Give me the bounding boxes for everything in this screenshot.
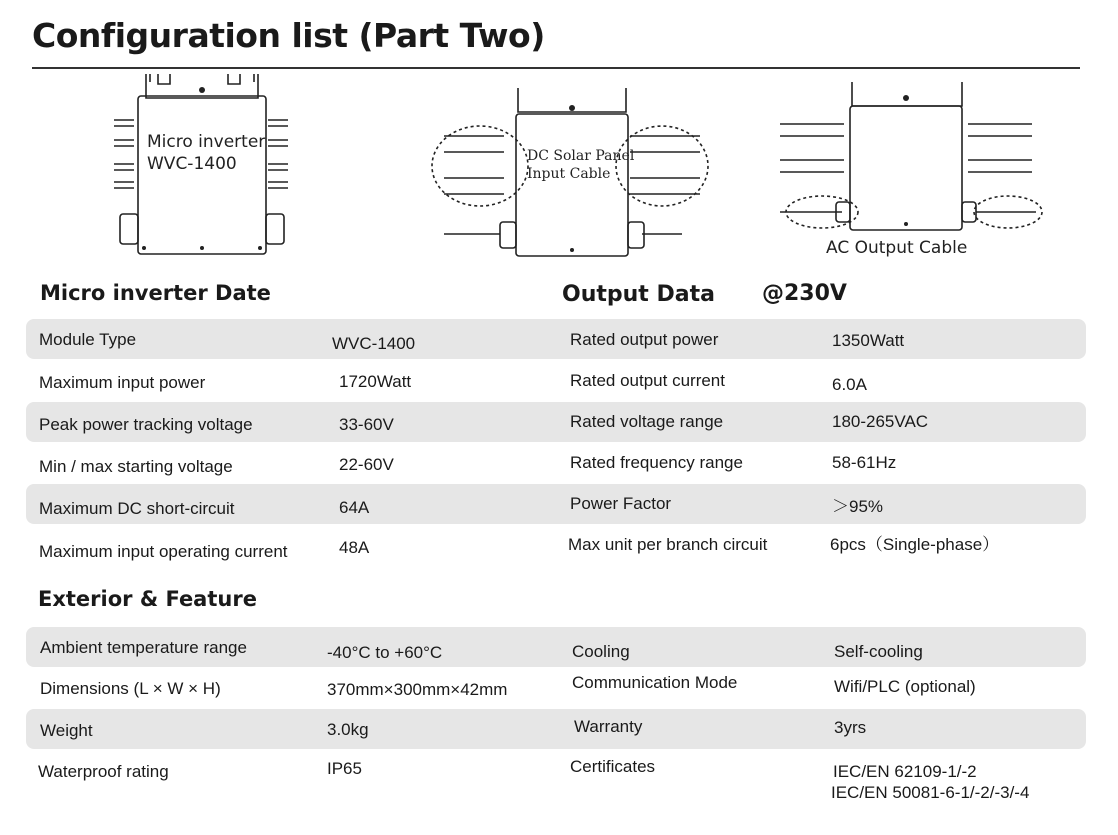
- output-value: ＞95%: [832, 497, 884, 516]
- exterior-value: -40°C to +60°C: [327, 643, 443, 662]
- table-row: [26, 709, 1086, 749]
- spec-value: 48A: [339, 538, 370, 557]
- exterior-label: Weight: [40, 721, 93, 740]
- feature-value-line2: IEC/EN 50081-6-1/-2/-3/-4: [831, 783, 1030, 802]
- spec-value: 33-60V: [339, 415, 394, 434]
- feature-label: Warranty: [574, 717, 643, 736]
- table-row: [26, 445, 1086, 485]
- exterior-value: 370mm×300mm×42mm: [327, 680, 508, 699]
- output-label: Rated frequency range: [570, 453, 743, 472]
- exterior-label: Dimensions (L × W × H): [40, 679, 221, 698]
- dc-input-figure: [430, 86, 710, 260]
- spec-value: 22-60V: [339, 455, 394, 474]
- dc-input-label-line2: Input Cable: [527, 166, 611, 182]
- table-row: [26, 319, 1086, 359]
- exterior-label: Waterproof rating: [38, 762, 169, 781]
- feature-label: Communication Mode: [572, 673, 738, 692]
- spec-value: 64A: [339, 498, 370, 517]
- inverter-label-line1: Micro inverter: [147, 132, 266, 152]
- spec-label: Peak power tracking voltage: [39, 415, 253, 434]
- exterior-value: 3.0kg: [327, 720, 369, 739]
- inverter-figure: [108, 68, 298, 258]
- spec-label: Maximum DC short-circuit: [39, 499, 235, 518]
- table-row: [26, 402, 1086, 442]
- spec-label: Min / max starting voltage: [39, 457, 233, 476]
- page-title: Configuration list (Part Two): [32, 16, 545, 55]
- output-value: 58-61Hz: [832, 453, 897, 472]
- table-row: [26, 670, 1086, 710]
- spec-value: WVC-1400: [332, 334, 416, 353]
- ac-output-figure: [776, 80, 1046, 262]
- spec-label: Maximum input power: [39, 373, 206, 392]
- output-label: Max unit per branch circuit: [568, 535, 768, 554]
- table-row: [26, 627, 1086, 667]
- output-value: 6.0A: [832, 375, 867, 394]
- exterior-label: Ambient temperature range: [40, 638, 247, 657]
- output-value: 6pcs（Single-phase）: [830, 535, 1000, 554]
- output-label: Power Factor: [570, 494, 672, 513]
- exterior-section-title: Exterior & Feature: [38, 587, 257, 611]
- inverter-label-line2: WVC-1400: [147, 154, 237, 174]
- output-voltage-label: @230V: [762, 281, 847, 306]
- table-row: [26, 362, 1086, 402]
- output-value: 1350Watt: [832, 331, 905, 350]
- spec-label: Maximum input operating current: [39, 542, 288, 561]
- exterior-value: IP65: [327, 759, 362, 778]
- table-row: [26, 527, 1086, 567]
- spec-value: 1720Watt: [339, 372, 412, 391]
- feature-value: Self-cooling: [834, 642, 923, 661]
- table-row: [26, 484, 1086, 524]
- micro-inverter-section-title: Micro inverter Date: [40, 281, 271, 305]
- feature-label: Certificates: [570, 757, 656, 776]
- output-value: 180-265VAC: [832, 412, 929, 431]
- feature-value: 3yrs: [834, 718, 867, 737]
- feature-value: IEC/EN 62109-1/-2: [833, 762, 977, 781]
- feature-label: Cooling: [572, 642, 630, 661]
- spec-label: Module Type: [39, 330, 137, 349]
- ac-output-label: AC Output Cable: [826, 238, 968, 258]
- table-row: [26, 752, 1086, 808]
- output-data-title: Output Data: [562, 282, 715, 307]
- output-label: Rated voltage range: [570, 412, 724, 431]
- output-label: Rated output current: [570, 371, 725, 390]
- ac-output-drawing: [776, 80, 1046, 240]
- feature-value: Wifi/PLC (optional): [834, 677, 976, 696]
- dc-input-label-line1: DC Solar Panel: [527, 148, 635, 164]
- output-label: Rated output power: [570, 330, 719, 349]
